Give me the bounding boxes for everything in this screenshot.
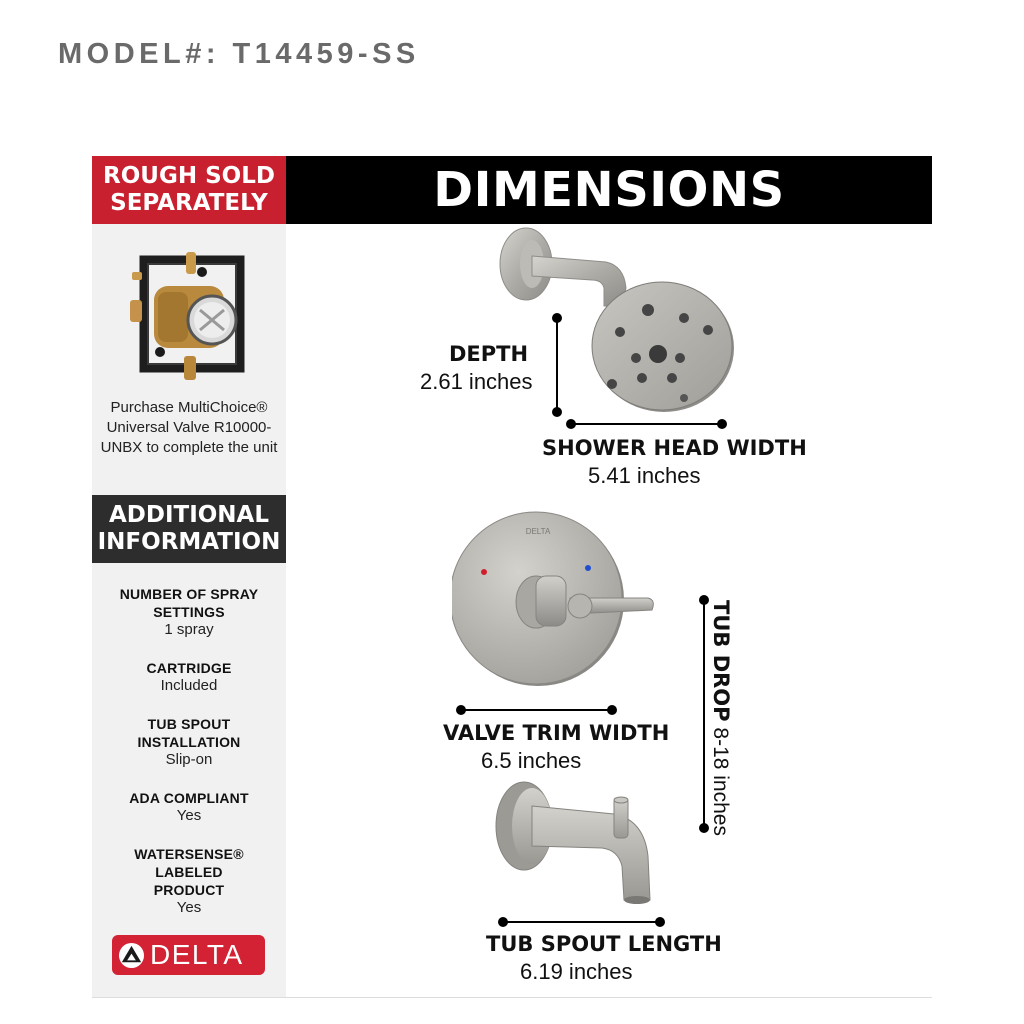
rough-valve-description: Purchase MultiChoice® Universal Valve R10000-UNBX to complete the unit: [100, 399, 278, 456]
info-header-line-2: INFORMATION: [97, 529, 281, 555]
trim-brand-text: DELTA: [525, 527, 551, 536]
bottom-divider: [92, 997, 932, 998]
tub-spout-image: [494, 780, 660, 906]
tub-drop-value: 8-18 inches: [709, 727, 732, 836]
rough-in-valve-image: [130, 248, 248, 382]
spec-spray-settings: [92, 585, 286, 639]
delta-logo-mark: [118, 942, 145, 969]
shower-head-image: [496, 226, 746, 426]
dimensions-header: DIMENSIONS: [286, 156, 932, 224]
tub-spout-length-label: TUB SPOUT LENGTH: [486, 932, 722, 956]
spec-value: Yes: [176, 899, 202, 916]
model-number: MODEL#: T14459-SS: [58, 38, 420, 70]
depth-label: DEPTH: [449, 342, 529, 366]
tub-drop-label: TUB DROP: [709, 600, 733, 722]
spec-value: Included: [160, 677, 218, 694]
delta-logo-text: DELTA: [150, 939, 244, 970]
spec-label: NUMBER OF SPRAY SETTINGS: [119, 586, 259, 620]
spec-label: TUB SPOUT INSTALLATION: [137, 716, 241, 750]
rough-banner-line-2: SEPARATELY: [110, 190, 268, 216]
spec-label: CARTRIDGE: [146, 660, 232, 676]
rough-banner-line-1: ROUGH SOLD: [103, 163, 275, 189]
tub-spout-length-value: 6.19 inches: [520, 959, 633, 984]
delta-logo: [112, 935, 265, 975]
valve-trim-width-dimension-line: [452, 700, 622, 720]
spec-value: Yes: [176, 807, 202, 824]
spec-value: 1 spray: [164, 621, 214, 638]
tub-spout-length-dimension-line: [494, 912, 670, 932]
spec-value: Slip-on: [165, 751, 213, 768]
spec-label: ADA COMPLIANT: [129, 790, 249, 806]
depth-dimension-line: [548, 310, 568, 420]
valve-trim-image: [452, 510, 660, 696]
spec-watersense: [92, 845, 286, 917]
sidebar: [92, 156, 286, 998]
spec-tub-spout-installation: [92, 715, 286, 769]
shower-head-width-dimension-line: [562, 414, 732, 434]
tub-drop-annotation: [706, 600, 736, 836]
valve-trim-width-value: 6.5 inches: [481, 748, 582, 773]
shower-head-width-label: SHOWER HEAD WIDTH: [542, 436, 807, 460]
valve-trim-width-label: VALVE TRIM WIDTH: [443, 721, 670, 745]
rough-sold-separately-banner: [92, 156, 286, 224]
shower-head-width-value: 5.41 inches: [588, 463, 701, 488]
additional-information-header: [92, 495, 286, 563]
depth-value: 2.61 inches: [420, 369, 533, 394]
spec-cartridge: [92, 659, 286, 695]
info-header-line-1: ADDITIONAL: [108, 502, 270, 528]
spec-label: WATERSENSE® LABELED PRODUCT: [134, 846, 244, 898]
spec-ada-compliant: [92, 789, 286, 825]
